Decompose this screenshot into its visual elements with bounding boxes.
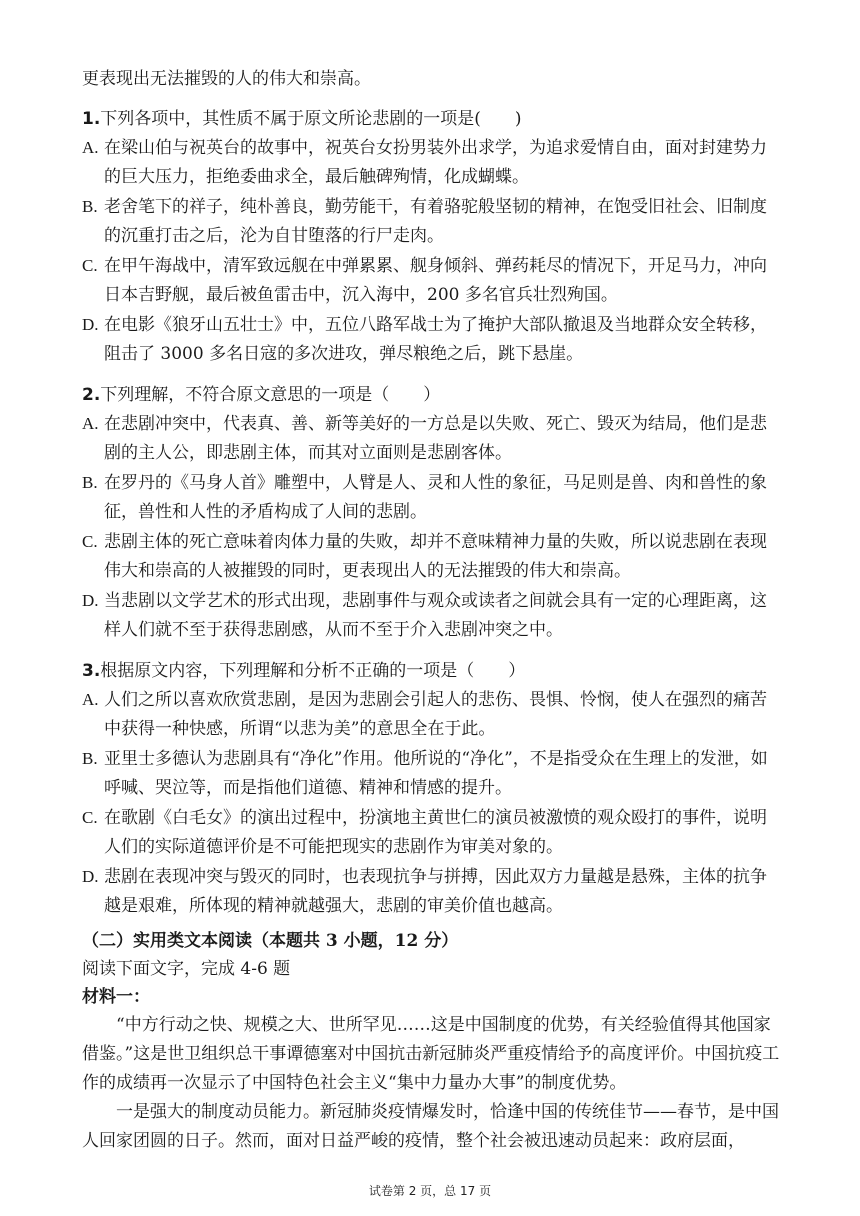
option-text: 在梁山伯与祝英台的故事中，祝英台女扮男装外出求学，为追求爱情自由，面对封建势力的巨大压力，拒绝委曲求全，最后触碑殉情，化成蝴蝶。 — [104, 138, 767, 187]
option-letter: D. — [82, 867, 99, 886]
question-text: 下列各项中，其性质不属于原文所论悲剧的一项是( ) — [100, 109, 522, 129]
question-2 — [82, 381, 782, 645]
option-letter: A. — [82, 414, 99, 433]
option-text: 在歌剧《白毛女》的演出过程中，扮演地主黄世仁的演员被激愤的观众殴打的事件，说明人们的实际道德评价是不可能把现实的悲剧作为审美对象的。 — [104, 808, 767, 857]
option-d — [82, 586, 782, 645]
intro-line: 更表现出无法摧毁的人的伟大和崇高。 — [82, 69, 371, 89]
option-text: 在电影《狼牙山五壮士》中，五位八路军战士为了掩护大部队撤退及当地群众安全转移，阻击了 3000 多名日寇的多次进攻，弹尽粮绝之后，跳下悬崖。 — [104, 315, 767, 364]
option-letter: C. — [82, 532, 98, 551]
option-text: 人们之所以喜欢欣赏悲剧，是因为悲剧会引起人的悲伤、畏惧、怜悯，使人在强烈的痛苦中获得一种快感，所谓“以悲为美”的意思全在于此。 — [104, 690, 767, 739]
option-c — [82, 251, 782, 310]
option-c — [82, 527, 782, 586]
option-text: 在悲剧冲突中，代表真、善、新等美好的一方总是以失败、死亡、毁灭为结局，他们是悲剧的主人公，即悲剧主体，而其对立面则是悲剧客体。 — [104, 414, 767, 463]
page-content — [82, 66, 782, 1156]
option-text: 当悲剧以文学艺术的形式出现，悲剧事件与观众或读者之间就会具有一定的心理距离，这样人们就不至于获得悲剧感，从而不至于介入悲剧冲突之中。 — [104, 591, 767, 640]
option-c — [82, 803, 782, 862]
option-text: 老舍笔下的祥子，纯朴善良，勤劳能干，有着骆驼般坚韧的精神，在饱受旧社会、旧制度的沉重打击之后，沦为自甘堕落的行尸走肉。 — [104, 197, 767, 246]
page-footer: 试卷第 2 页，总 17 页 — [368, 1184, 492, 1198]
question-stem — [82, 657, 782, 685]
question-text: 下列理解，不符合原文意思的一项是（ ） — [100, 385, 441, 405]
section-title: （二）实用类文本阅读（本题共 3 小题，12 分） — [82, 931, 459, 951]
paragraph-2: 一是强大的制度动员能力。新冠肺炎疫情爆发时，恰逢中国的传统佳节——春节，是中国人回家团圆的日子。然而，面对日益严峻的疫情，整个社会被迅速动员起来：政府层面， — [82, 1102, 779, 1151]
option-a — [82, 409, 782, 468]
option-letter: C. — [82, 808, 98, 827]
question-1 — [82, 105, 782, 369]
option-text: 亚里士多德认为悲剧具有“净化”作用。他所说的“净化”，不是指受众在生理上的发泄，如呼喊、哭泣等，而是指他们道德、精神和情感的提升。 — [104, 749, 768, 798]
option-letter: C. — [82, 256, 98, 275]
option-letter: B. — [82, 749, 98, 768]
option-d — [82, 310, 782, 369]
option-text: 悲剧在表现冲突与毁灭的同时，也表现抗争与拼搏，因此双方力量越是悬殊，主体的抗争越是艰难，所体现的精神就越强大，悲剧的审美价值也越高。 — [104, 867, 767, 916]
question-number: 1. — [82, 109, 101, 129]
option-letter: D. — [82, 591, 99, 610]
option-d — [82, 862, 782, 921]
instruction: 阅读下面文字，完成 4-6 题 — [82, 959, 291, 979]
option-a — [82, 133, 782, 192]
option-text: 在罗丹的《马身人首》雕塑中，人臂是人、灵和人性的象征，马足则是兽、肉和兽性的象征，兽性和人性的矛盾构成了人间的悲剧。 — [104, 473, 767, 522]
option-b — [82, 468, 782, 527]
question-number: 2. — [82, 385, 101, 405]
option-text: 在甲午海战中，清军致远舰在中弹累累、舰身倾斜、弹药耗尽的情况下，开足马力，冲向日本吉野舰，最后被鱼雷击中，沉入海中，200 多名官兵壮烈殉国。 — [104, 256, 767, 305]
option-letter: B. — [82, 473, 98, 492]
option-text: 悲剧主体的死亡意味着肉体力量的失败，却并不意味精神力量的失败，所以说悲剧在表现伟大和崇高的人被摧毁的同时，更表现出人的无法摧毁的伟大和崇高。 — [104, 532, 767, 581]
material-label: 材料一： — [82, 987, 150, 1007]
question-3 — [82, 657, 782, 921]
option-b — [82, 744, 782, 803]
question-stem — [82, 105, 782, 133]
question-text: 根据原文内容，下列理解和分析不正确的一项是（ ） — [100, 661, 526, 681]
paragraph-1: “中方行动之快、规模之大、世所罕见……这是中国制度的优势，有关经验值得其他国家借鉴。”这是世卫组织总干事谭德塞对中国抗击新冠肺炎严重疫情给予的高度评价。中国抗疫工作的成绩再一次显示了中国特色社会主义“集中力量办大事”的制度优势。 — [82, 1015, 780, 1093]
option-letter: D. — [82, 315, 99, 334]
question-stem — [82, 381, 782, 409]
option-a — [82, 685, 782, 744]
option-letter: A. — [82, 690, 99, 709]
option-letter: B. — [82, 197, 98, 216]
option-b — [82, 192, 782, 251]
question-number: 3. — [82, 661, 101, 681]
option-letter: A. — [82, 138, 99, 157]
